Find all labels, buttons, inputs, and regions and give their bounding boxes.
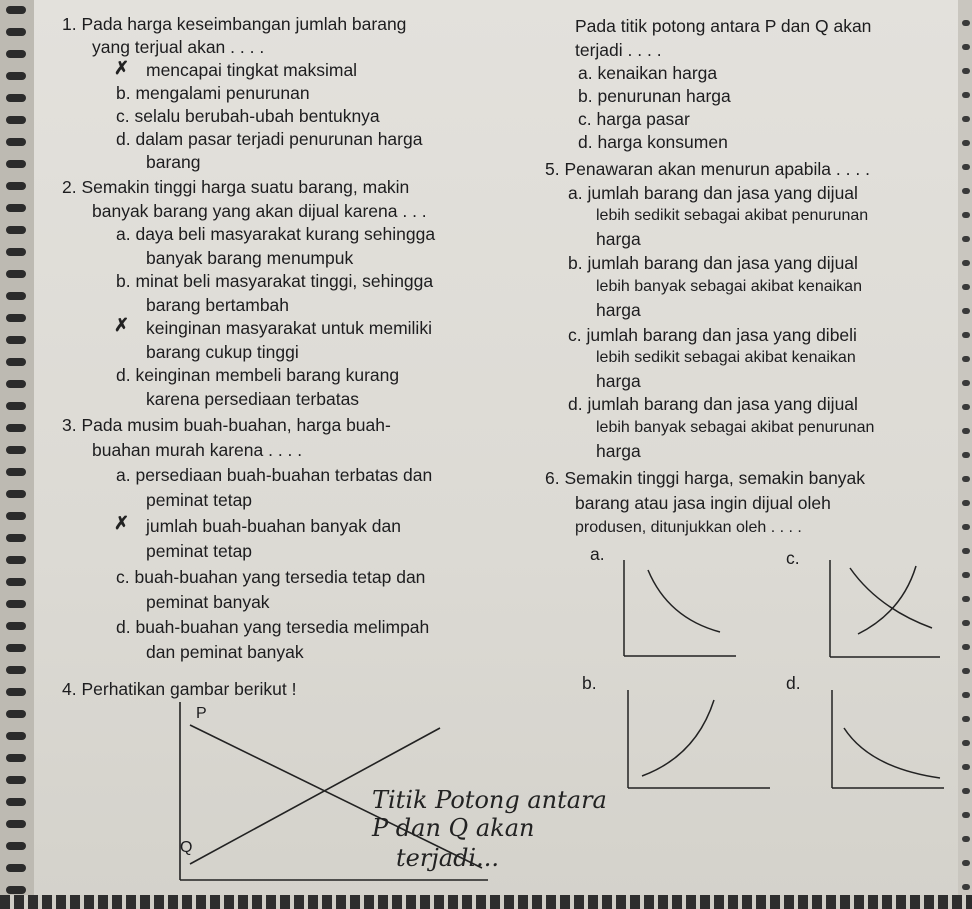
- handwritten-note-line2: P dan Q akan: [372, 814, 535, 842]
- q2-stem-line2: banyak barang yang akan dijual karena . . .: [92, 201, 427, 221]
- q5-option-c-line1: c. jumlah barang dan jasa yang dibeli: [568, 325, 857, 345]
- q1-stem-line2: yang terjual akan . . . .: [92, 37, 265, 57]
- q5-option-a-line2: lebih sedikit sebagai akibat penurunan: [596, 207, 869, 224]
- q6-option-d-label: d.: [786, 673, 801, 693]
- q1-option-d-line1: d. dalam pasar terjadi penurunan harga: [116, 129, 423, 149]
- q1-option-d-line2: barang: [146, 152, 201, 172]
- q6-stem-line2: barang atau jasa ingin dijual oleh: [575, 493, 831, 513]
- q1-option-c: c. selalu berubah-ubah bentuknya: [116, 106, 380, 126]
- q5-option-d-line2: lebih banyak sebagai akibat penurunan: [596, 419, 875, 436]
- q6-graph-d: [832, 690, 944, 788]
- q6-option-c-label: c.: [786, 548, 800, 568]
- q3-option-c-line2: peminat banyak: [146, 592, 270, 612]
- q5-option-b-line3: harga: [596, 300, 641, 320]
- q6-graph-c: [830, 560, 940, 657]
- q3-option-a-line2: peminat tetap: [146, 490, 253, 510]
- q3-option-a-line1: a. persediaan buah-buahan terbatas dan: [116, 465, 433, 485]
- q4-label-p: P: [196, 705, 207, 722]
- q4-label-q: Q: [180, 839, 193, 856]
- q2-option-c-line2: barang cukup tinggi: [146, 342, 299, 362]
- handwritten-note-line3: terjadi...: [396, 844, 499, 872]
- q3-option-d-line1: d. buah-buahan yang tersedia melimpah: [116, 617, 430, 637]
- q2-option-b-line1: b. minat beli masyarakat tinggi, sehingga: [116, 271, 434, 291]
- q3-option-b-line1: jumlah buah-buahan banyak dan: [146, 516, 401, 536]
- q5-option-a-line3: harga: [596, 229, 641, 249]
- handwritten-note-line1: Titik Potong antara: [372, 786, 607, 814]
- q2-option-a-line2: banyak barang menumpuk: [146, 248, 354, 268]
- right-option-d: d. harga konsumen: [578, 132, 728, 152]
- q2-option-d-line2: karena persediaan terbatas: [146, 389, 360, 409]
- answer-mark-icon: ✗: [114, 315, 130, 335]
- q6-stem-line3: produsen, ditunjukkan oleh . . . .: [575, 519, 802, 536]
- q6-option-b-label: b.: [582, 673, 597, 693]
- q5-option-b-line1: b. jumlah barang dan jasa yang dijual: [568, 253, 858, 273]
- q5-option-c-line2: lebih sedikit sebagai akibat kenaikan: [596, 349, 856, 366]
- q3-stem-line2: buahan murah karena . . . .: [92, 440, 303, 460]
- q3-option-c-line1: c. buah-buahan yang tersedia tetap dan: [116, 567, 426, 587]
- q6-graph-b: [628, 690, 770, 788]
- q2-option-d-line1: d. keinginan membeli barang kurang: [116, 365, 400, 385]
- right-intro-line2: terjadi . . . .: [575, 40, 662, 60]
- right-option-a: a. kenaikan harga: [578, 63, 718, 83]
- q1-option-b: b. mengalami penurunan: [116, 83, 310, 103]
- q2-stem-line1: 2. Semakin tinggi harga suatu barang, makin: [62, 177, 410, 197]
- q3-stem-line1: 3. Pada musim buah-buahan, harga buah-: [62, 415, 391, 435]
- q5-stem: 5. Penawaran akan menurun apabila . . . .: [545, 159, 870, 179]
- q2-option-a-line1: a. daya beli masyarakat kurang sehingga: [116, 224, 436, 244]
- q3-option-d-line2: dan peminat banyak: [146, 642, 304, 662]
- q3-option-b-line2: peminat tetap: [146, 541, 253, 561]
- q2-option-c-line1: keinginan masyarakat untuk memiliki: [146, 318, 432, 338]
- q4-stem: 4. Perhatikan gambar berikut !: [62, 679, 297, 699]
- right-option-c: c. harga pasar: [578, 109, 690, 129]
- answer-mark-icon: ✗: [114, 513, 130, 533]
- q1-stem-line1: 1. Pada harga keseimbangan jumlah barang: [62, 14, 407, 34]
- q5-option-a-line1: a. jumlah barang dan jasa yang dijual: [568, 183, 858, 203]
- q2-option-b-line2: barang bertambah: [146, 295, 290, 315]
- q6-stem-line1: 6. Semakin tinggi harga, semakin banyak: [545, 468, 866, 488]
- q5-option-d-line3: harga: [596, 441, 641, 461]
- q5-option-c-line3: harga: [596, 371, 641, 391]
- answer-mark-icon: ✗: [114, 58, 130, 78]
- right-intro-line1: Pada titik potong antara P dan Q akan: [575, 16, 872, 36]
- q6-graph-a: [624, 560, 736, 656]
- q5-option-b-line2: lebih banyak sebagai akibat kenaikan: [596, 278, 862, 295]
- right-option-b: b. penurunan harga: [578, 86, 731, 106]
- q5-option-d-line1: d. jumlah barang dan jasa yang dijual: [568, 394, 858, 414]
- q6-option-a-label: a.: [590, 544, 605, 564]
- q1-option-a: mencapai tingkat maksimal: [146, 60, 358, 80]
